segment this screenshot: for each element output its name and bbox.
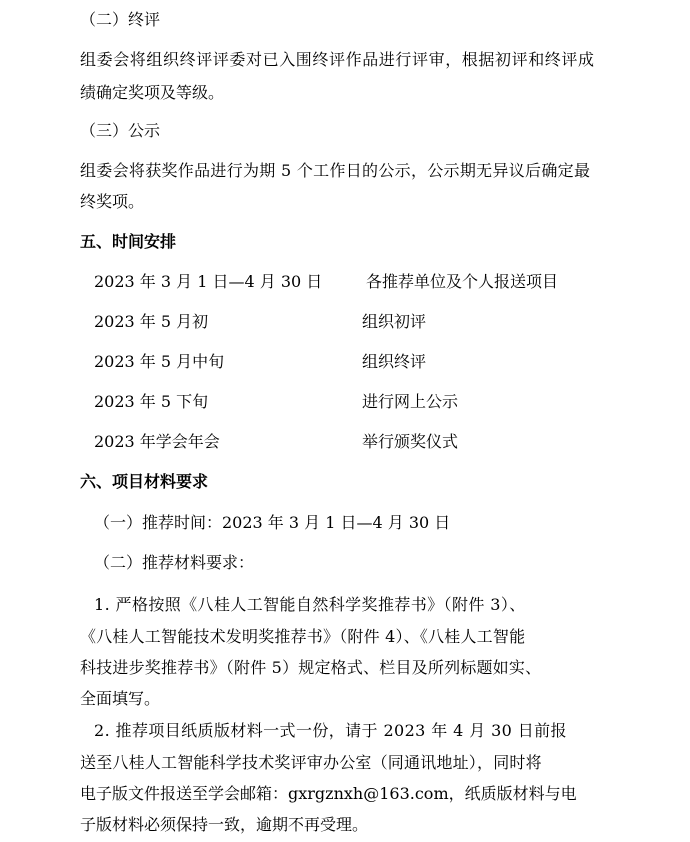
subheading-publicity: （三）公示 (80, 121, 161, 140)
section-heading-materials: 六、项目材料要求 (80, 472, 209, 491)
paragraph-line: 绩确定奖项及等级。 (80, 83, 225, 102)
paragraph-line: 科技进步奖推荐书》（附件 5）规定格式、栏目及所列标题如实、 (80, 658, 542, 677)
paragraph-line: 子版材料必须保持一致，逾期不再受理。 (80, 815, 369, 834)
schedule-task: 各推荐单位及个人报送项目 (366, 272, 559, 291)
schedule-date: 2023 年 5 下旬 (94, 392, 209, 411)
schedule-date: 2023 年 5 月中旬 (94, 352, 225, 371)
schedule-date: 2023 年 3 月 1 日—4 月 30 日 (94, 272, 323, 291)
schedule-row (0, 271, 690, 293)
schedule-task: 组织初评 (362, 312, 427, 331)
schedule-row (0, 351, 690, 373)
schedule-row (0, 431, 690, 453)
paragraph-line: 组委会将组织终评评委对已入围终评作品进行评审，根据初评和终评成 (80, 50, 595, 69)
item-material-requirements: （二）推荐材料要求： (94, 553, 255, 572)
paragraph-line: 组委会将获奖作品进行为期 5 个工作日的公示，公示期无异议后确定最 (80, 161, 591, 180)
paragraph-line: 《八桂人工智能技术发明奖推荐书》（附件 4）、《八桂人工智能 (80, 627, 526, 646)
schedule-task: 进行网上公示 (362, 392, 459, 411)
paragraph-line: 2. 推荐项目纸质版材料一式一份，请于 2023 年 4 月 30 日前报 (94, 721, 567, 740)
section-heading-schedule: 五、时间安排 (80, 232, 177, 251)
paragraph-line: 全面填写。 (80, 689, 161, 708)
item-recommend-time: （一）推荐时间：2023 年 3 月 1 日—4 月 30 日 (94, 513, 451, 532)
schedule-row (0, 311, 690, 333)
paragraph-line: 1. 严格按照《八桂人工智能自然科学奖推荐书》（附件 3）、 (94, 595, 526, 614)
schedule-date: 2023 年 5 月初 (94, 312, 209, 331)
paragraph-line: 送至八桂人工智能科学技术奖评审办公室（同通讯地址），同时将 (80, 753, 542, 772)
schedule-task: 组织终评 (362, 352, 427, 371)
subheading-final-review: （二）终评 (80, 10, 161, 29)
paragraph-line: 电子版文件报送至学会邮箱：gxrgznxh@163.com，纸质版材料与电 (80, 784, 577, 803)
schedule-row (0, 391, 690, 413)
schedule-date: 2023 年学会年会 (94, 432, 220, 451)
schedule-task: 举行颁奖仪式 (362, 432, 459, 451)
paragraph-line: 终奖项。 (80, 192, 145, 211)
